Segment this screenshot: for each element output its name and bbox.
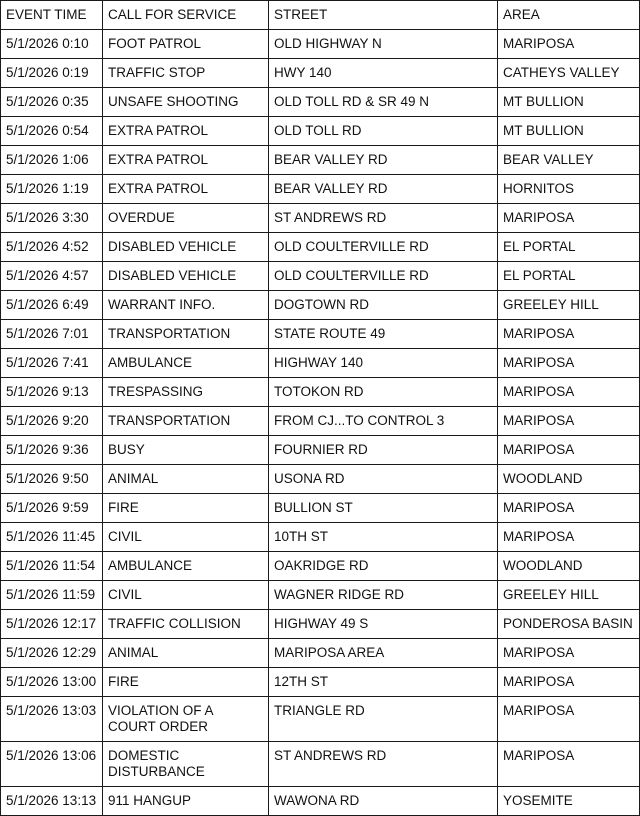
table-row bbox=[1, 88, 640, 117]
header-street: STREET bbox=[269, 1, 498, 30]
street-cell: HIGHWAY 49 S bbox=[269, 610, 498, 639]
street-cell: TRIANGLE RD bbox=[269, 697, 498, 742]
call-for-service-cell: FIRE bbox=[103, 494, 269, 523]
table-row bbox=[1, 494, 640, 523]
event-time-cell: 5/1/2026 0:35 bbox=[1, 88, 103, 117]
table-row bbox=[1, 204, 640, 233]
table-row bbox=[1, 262, 640, 291]
area-cell: MARIPOSA bbox=[498, 523, 640, 552]
street-cell: ST ANDREWS RD bbox=[269, 742, 498, 787]
area-cell: YOSEMITE bbox=[498, 787, 640, 816]
area-cell: GREELEY HILL bbox=[498, 291, 640, 320]
street-cell: STATE ROUTE 49 bbox=[269, 320, 498, 349]
event-time-cell: 5/1/2026 13:13 bbox=[1, 787, 103, 816]
table-row bbox=[1, 523, 640, 552]
area-cell: MARIPOSA bbox=[498, 436, 640, 465]
table-body bbox=[1, 30, 640, 816]
area-cell: EL PORTAL bbox=[498, 233, 640, 262]
call-for-service-cell: TRAFFIC COLLISION bbox=[103, 610, 269, 639]
event-time-cell: 5/1/2026 3:30 bbox=[1, 204, 103, 233]
area-cell: GREELEY HILL bbox=[498, 581, 640, 610]
street-cell: OLD TOLL RD bbox=[269, 117, 498, 146]
table-row bbox=[1, 233, 640, 262]
event-time-cell: 5/1/2026 9:20 bbox=[1, 407, 103, 436]
area-cell: MARIPOSA bbox=[498, 349, 640, 378]
table-row bbox=[1, 697, 640, 742]
event-time-cell: 5/1/2026 13:03 bbox=[1, 697, 103, 742]
event-time-cell: 5/1/2026 13:06 bbox=[1, 742, 103, 787]
call-for-service-cell: WARRANT INFO. bbox=[103, 291, 269, 320]
table-row bbox=[1, 30, 640, 59]
table-row bbox=[1, 668, 640, 697]
call-for-service-cell: CIVIL bbox=[103, 523, 269, 552]
call-for-service-cell: UNSAFE SHOOTING bbox=[103, 88, 269, 117]
table-row bbox=[1, 436, 640, 465]
table-row bbox=[1, 349, 640, 378]
table-row bbox=[1, 787, 640, 816]
call-for-service-cell: ANIMAL bbox=[103, 465, 269, 494]
event-time-cell: 5/1/2026 12:29 bbox=[1, 639, 103, 668]
street-cell: TOTOKON RD bbox=[269, 378, 498, 407]
header-row bbox=[1, 1, 640, 30]
area-cell: MARIPOSA bbox=[498, 30, 640, 59]
area-cell: MARIPOSA bbox=[498, 668, 640, 697]
table-row bbox=[1, 59, 640, 88]
area-cell: MARIPOSA bbox=[498, 742, 640, 787]
area-cell: MT BULLION bbox=[498, 117, 640, 146]
call-for-service-cell: AMBULANCE bbox=[103, 552, 269, 581]
event-time-cell: 5/1/2026 11:59 bbox=[1, 581, 103, 610]
event-time-cell: 5/1/2026 1:06 bbox=[1, 146, 103, 175]
event-time-cell: 5/1/2026 13:00 bbox=[1, 668, 103, 697]
event-time-cell: 5/1/2026 11:54 bbox=[1, 552, 103, 581]
street-cell: 10TH ST bbox=[269, 523, 498, 552]
table-row bbox=[1, 175, 640, 204]
event-time-cell: 5/1/2026 0:19 bbox=[1, 59, 103, 88]
table-row bbox=[1, 291, 640, 320]
event-time-cell: 5/1/2026 9:50 bbox=[1, 465, 103, 494]
call-for-service-cell: EXTRA PATROL bbox=[103, 146, 269, 175]
street-cell: HWY 140 bbox=[269, 59, 498, 88]
call-for-service-cell: EXTRA PATROL bbox=[103, 175, 269, 204]
call-for-service-cell: TRAFFIC STOP bbox=[103, 59, 269, 88]
table-row bbox=[1, 465, 640, 494]
street-cell: MARIPOSA AREA bbox=[269, 639, 498, 668]
area-cell: MT BULLION bbox=[498, 88, 640, 117]
area-cell: MARIPOSA bbox=[498, 204, 640, 233]
event-time-cell: 5/1/2026 7:41 bbox=[1, 349, 103, 378]
street-cell: USONA RD bbox=[269, 465, 498, 494]
event-time-cell: 5/1/2026 6:49 bbox=[1, 291, 103, 320]
call-for-service-cell: EXTRA PATROL bbox=[103, 117, 269, 146]
table-header bbox=[1, 1, 640, 30]
call-for-service-cell: TRANSPORTATION bbox=[103, 320, 269, 349]
call-for-service-cell: FIRE bbox=[103, 668, 269, 697]
area-cell: WOODLAND bbox=[498, 552, 640, 581]
call-for-service-cell: DISABLED VEHICLE bbox=[103, 262, 269, 291]
event-time-cell: 5/1/2026 4:52 bbox=[1, 233, 103, 262]
street-cell: HIGHWAY 140 bbox=[269, 349, 498, 378]
call-for-service-cell: OVERDUE bbox=[103, 204, 269, 233]
street-cell: OLD HIGHWAY N bbox=[269, 30, 498, 59]
event-time-cell: 5/1/2026 0:10 bbox=[1, 30, 103, 59]
header-event-time: EVENT TIME bbox=[1, 1, 103, 30]
call-for-service-cell: FOOT PATROL bbox=[103, 30, 269, 59]
street-cell: FOURNIER RD bbox=[269, 436, 498, 465]
call-for-service-cell: AMBULANCE bbox=[103, 349, 269, 378]
call-for-service-cell: 911 HANGUP bbox=[103, 787, 269, 816]
event-time-cell: 5/1/2026 11:45 bbox=[1, 523, 103, 552]
call-for-service-cell: DISABLED VEHICLE bbox=[103, 233, 269, 262]
street-cell: WAWONA RD bbox=[269, 787, 498, 816]
area-cell: HORNITOS bbox=[498, 175, 640, 204]
call-for-service-cell: ANIMAL bbox=[103, 639, 269, 668]
street-cell: ST ANDREWS RD bbox=[269, 204, 498, 233]
street-cell: BULLION ST bbox=[269, 494, 498, 523]
table-row bbox=[1, 407, 640, 436]
event-time-cell: 5/1/2026 9:13 bbox=[1, 378, 103, 407]
area-cell: MARIPOSA bbox=[498, 407, 640, 436]
area-cell: BEAR VALLEY bbox=[498, 146, 640, 175]
area-cell: MARIPOSA bbox=[498, 697, 640, 742]
area-cell: PONDEROSA BASIN bbox=[498, 610, 640, 639]
table-row bbox=[1, 610, 640, 639]
table-row bbox=[1, 320, 640, 349]
street-cell: BEAR VALLEY RD bbox=[269, 175, 498, 204]
street-cell: FROM CJ...TO CONTROL 3 bbox=[269, 407, 498, 436]
area-cell: MARIPOSA bbox=[498, 378, 640, 407]
call-for-service-cell: TRESPASSING bbox=[103, 378, 269, 407]
event-time-cell: 5/1/2026 0:54 bbox=[1, 117, 103, 146]
street-cell: 12TH ST bbox=[269, 668, 498, 697]
area-cell: CATHEYS VALLEY bbox=[498, 59, 640, 88]
table-row bbox=[1, 552, 640, 581]
area-cell: WOODLAND bbox=[498, 465, 640, 494]
street-cell: BEAR VALLEY RD bbox=[269, 146, 498, 175]
table-row bbox=[1, 378, 640, 407]
event-time-cell: 5/1/2026 12:17 bbox=[1, 610, 103, 639]
call-for-service-cell: CIVIL bbox=[103, 581, 269, 610]
street-cell: OLD COULTERVILLE RD bbox=[269, 233, 498, 262]
event-time-cell: 5/1/2026 9:59 bbox=[1, 494, 103, 523]
street-cell: OLD COULTERVILLE RD bbox=[269, 262, 498, 291]
street-cell: OLD TOLL RD & SR 49 N bbox=[269, 88, 498, 117]
event-time-cell: 5/1/2026 9:36 bbox=[1, 436, 103, 465]
table-row bbox=[1, 117, 640, 146]
street-cell: OAKRIDGE RD bbox=[269, 552, 498, 581]
header-area: AREA bbox=[498, 1, 640, 30]
event-time-cell: 5/1/2026 7:01 bbox=[1, 320, 103, 349]
call-for-service-cell: BUSY bbox=[103, 436, 269, 465]
event-time-cell: 5/1/2026 4:57 bbox=[1, 262, 103, 291]
call-for-service-cell: TRANSPORTATION bbox=[103, 407, 269, 436]
table-row bbox=[1, 146, 640, 175]
area-cell: MARIPOSA bbox=[498, 639, 640, 668]
area-cell: EL PORTAL bbox=[498, 262, 640, 291]
street-cell: WAGNER RIDGE RD bbox=[269, 581, 498, 610]
table-row bbox=[1, 639, 640, 668]
table-row bbox=[1, 581, 640, 610]
area-cell: MARIPOSA bbox=[498, 494, 640, 523]
call-for-service-cell: VIOLATION OF A COURT ORDER bbox=[103, 697, 269, 742]
header-call-for-service: CALL FOR SERVICE bbox=[103, 1, 269, 30]
area-cell: MARIPOSA bbox=[498, 320, 640, 349]
call-for-service-cell: DOMESTIC DISTURBANCE bbox=[103, 742, 269, 787]
event-time-cell: 5/1/2026 1:19 bbox=[1, 175, 103, 204]
street-cell: DOGTOWN RD bbox=[269, 291, 498, 320]
table-row bbox=[1, 742, 640, 787]
